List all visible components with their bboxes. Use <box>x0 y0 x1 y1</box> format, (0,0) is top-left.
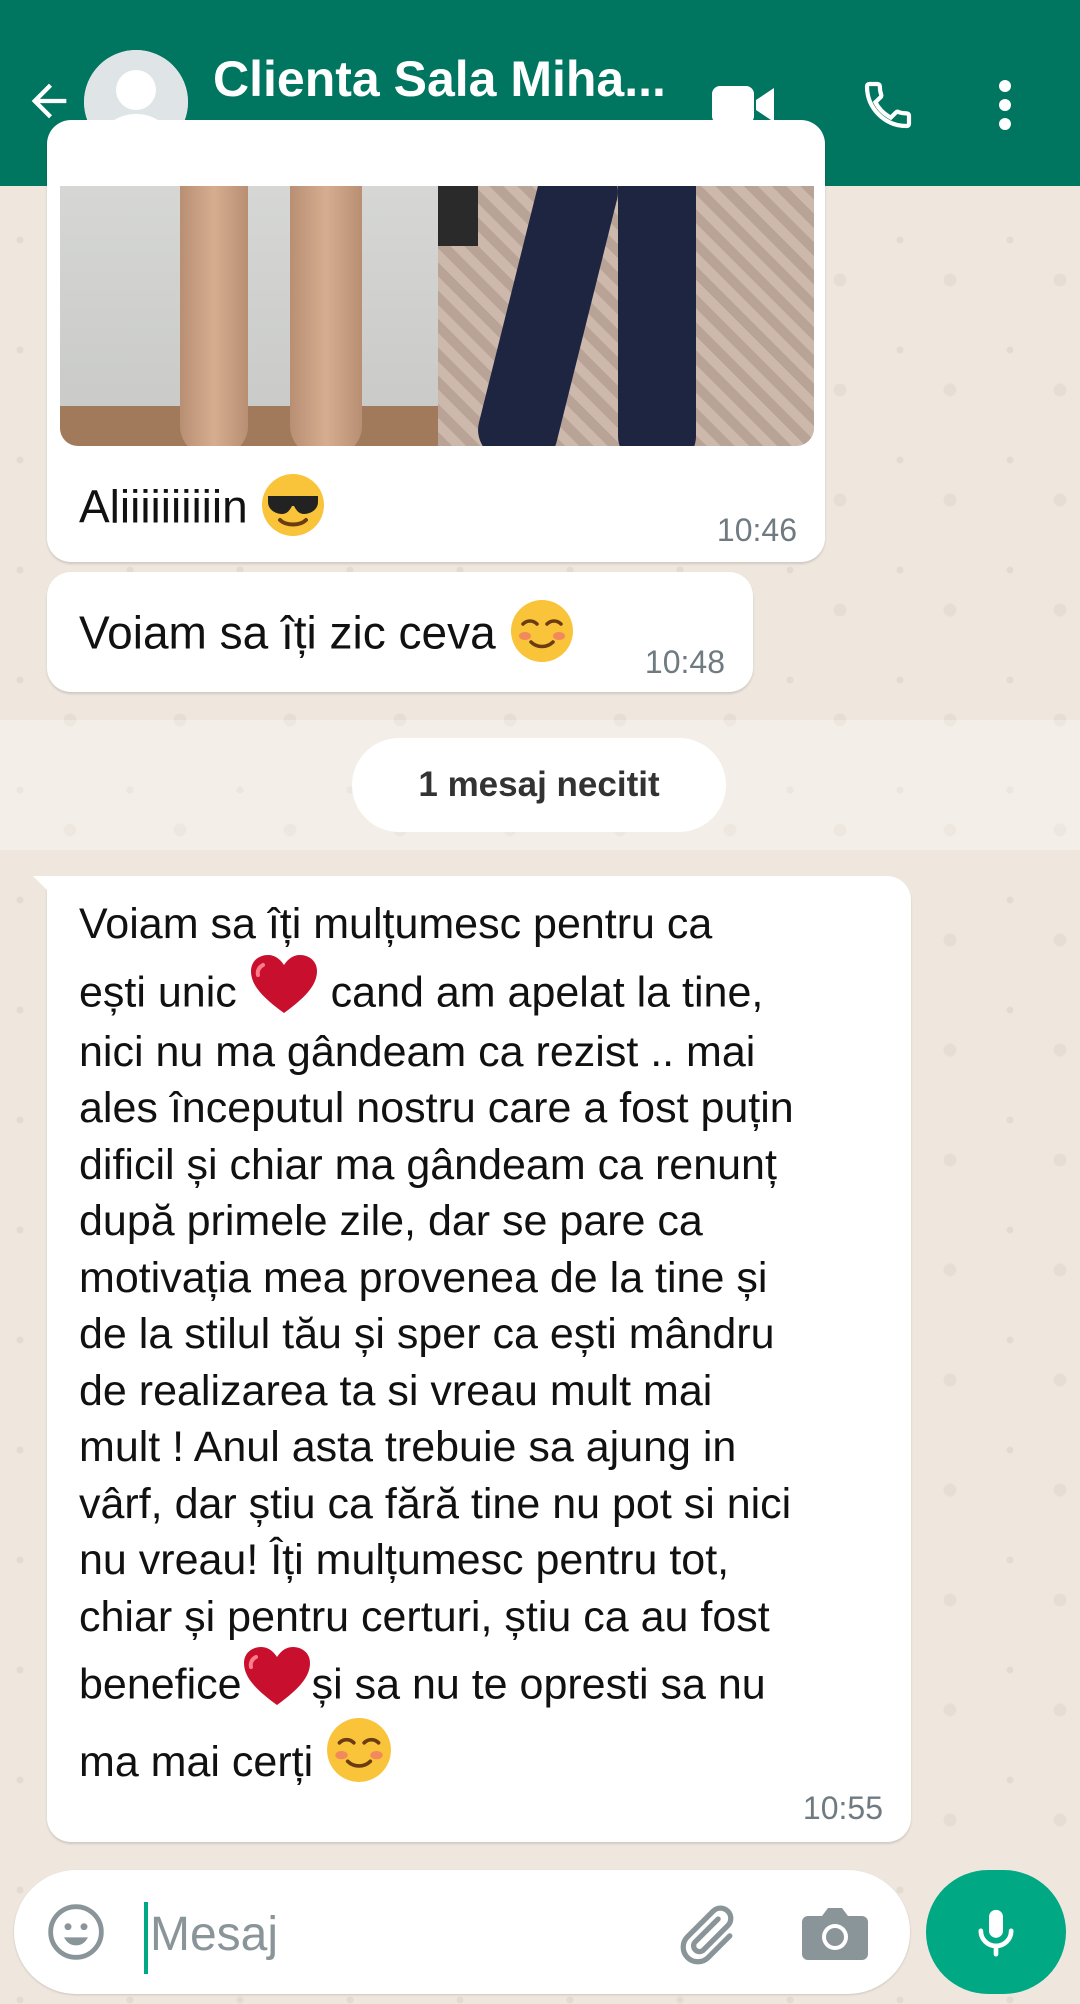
photo-object <box>438 186 478 246</box>
message-line: Voiam sa îți mulțumesc pentru ca <box>79 900 713 948</box>
attach-button[interactable] <box>670 1900 740 1970</box>
photo-before <box>60 186 438 446</box>
smiling-blush-emoji-icon <box>325 1716 393 1813</box>
message-bubble-incoming[interactable] <box>47 572 753 692</box>
photo-floor <box>60 406 438 446</box>
message-line: motivația mea provenea de la tine și <box>79 1253 768 1302</box>
photo-leg <box>290 186 362 446</box>
contact-name[interactable]: Clienta Sala Miha... <box>213 51 666 107</box>
message-line: vârf, dar știu ca fără tine nu pot si nici <box>79 1479 792 1528</box>
message-line <box>79 1716 939 1796</box>
more-vertical-icon <box>997 79 1013 131</box>
message-line-part: ma mai cerți <box>79 1737 314 1786</box>
camera-icon <box>800 1902 870 1964</box>
smiling-blush-emoji-icon <box>509 598 575 675</box>
message-line: chiar și pentru certuri, știu ca au fost <box>79 1592 770 1641</box>
message-line-part: ești unic <box>79 967 237 1016</box>
message-line-part: cand am apelat la tine, <box>330 967 764 1016</box>
voice-call-button[interactable] <box>853 72 923 138</box>
bubble-tail <box>33 876 59 902</box>
photo-leg <box>618 186 696 446</box>
message-input[interactable] <box>150 1900 650 1968</box>
message-line: după primele zile, dar se pare ca <box>79 1197 703 1245</box>
unread-messages-label: 1 mesaj necitit <box>352 738 726 832</box>
text-caret <box>144 1902 148 1974</box>
camera-button[interactable] <box>800 1902 870 1964</box>
message-timestamp: 10:46 <box>716 512 797 548</box>
emoji-button[interactable] <box>44 1900 108 1964</box>
photo-leg <box>472 186 625 446</box>
sunglasses-emoji-icon <box>260 472 326 549</box>
paperclip-icon <box>670 1900 740 1970</box>
message-line: ales începutul nostru care a fost puțin <box>79 1084 794 1132</box>
message-line: nici nu ma gândeam ca rezist .. mai <box>79 1027 756 1076</box>
message-text <box>79 472 326 549</box>
message-text <box>79 896 939 1796</box>
message-line: de la stilul tău și sper ca ești mândru <box>79 1310 775 1358</box>
message-text-content: Voiam sa îți zic ceva <box>79 606 496 659</box>
phone-icon <box>860 77 916 133</box>
photo-after <box>438 186 814 446</box>
image-attachment[interactable] <box>60 186 814 446</box>
message-composer <box>14 1870 910 1994</box>
message-line <box>79 953 939 1024</box>
message-bubble-incoming[interactable] <box>47 876 911 1842</box>
message-line <box>79 1645 939 1716</box>
message-text-content: Aliiiiiiiiiin <box>79 480 248 533</box>
more-options-button[interactable] <box>980 72 1030 138</box>
voice-message-button[interactable] <box>926 1870 1066 1994</box>
message-line: dificil și chiar ma gândeam ca renunț <box>79 1140 777 1189</box>
message-text <box>79 598 575 675</box>
message-line-part: benefice <box>79 1660 242 1709</box>
message-line: de realizarea ta si vreau mult mai <box>79 1366 713 1415</box>
microphone-icon <box>968 1904 1024 1960</box>
photo-leg <box>180 186 248 446</box>
message-timestamp: 10:55 <box>802 1790 883 1826</box>
message-line: mult ! Anul asta trebuie sa ajung in <box>79 1423 737 1471</box>
message-line: nu vreau! Îți mulțumesc pentru tot, <box>79 1536 730 1584</box>
emoji-icon <box>44 1900 108 1964</box>
message-timestamp: 10:48 <box>644 644 725 680</box>
message-line-part: și sa nu te opresti sa nu <box>311 1660 766 1709</box>
